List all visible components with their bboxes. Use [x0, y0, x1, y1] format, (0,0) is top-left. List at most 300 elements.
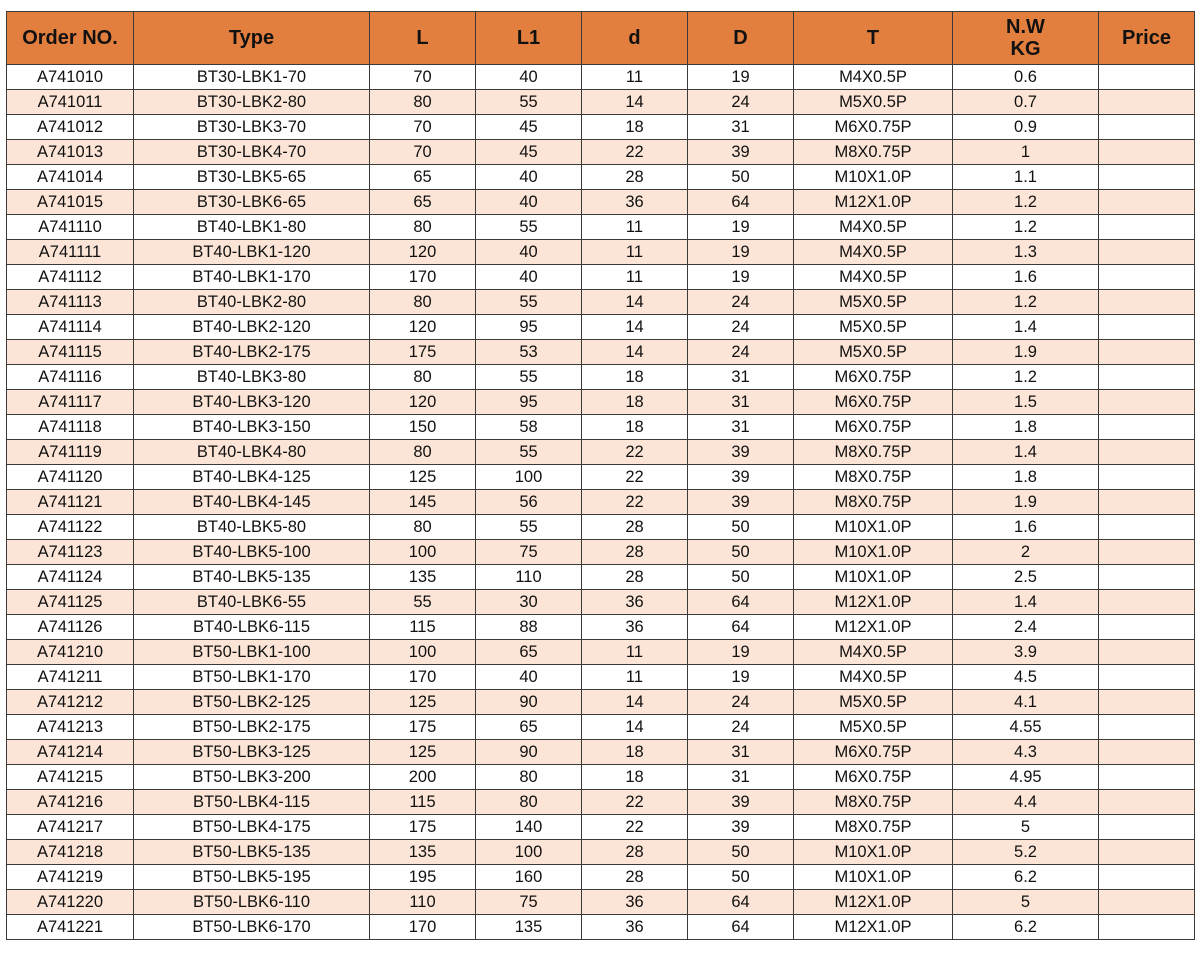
- l-cell: 120: [370, 240, 476, 265]
- l-cell: 170: [370, 665, 476, 690]
- price-cell: [1099, 65, 1195, 90]
- l1-cell: 40: [476, 165, 582, 190]
- l1-cell: 100: [476, 840, 582, 865]
- table-row: [7, 865, 1195, 890]
- type-cell: BT50-LBK4-115: [134, 790, 370, 815]
- price-cell: [1099, 165, 1195, 190]
- l1-cell: 55: [476, 365, 582, 390]
- price-cell: [1099, 640, 1195, 665]
- d-small-cell: 14: [582, 340, 688, 365]
- d-large-cell: 19: [688, 240, 794, 265]
- t-cell: M10X1.0P: [794, 515, 953, 540]
- order-no-cell: A741013: [7, 140, 134, 165]
- d-large-cell: 64: [688, 190, 794, 215]
- type-cell: BT40-LBK1-120: [134, 240, 370, 265]
- d-small-cell: 36: [582, 890, 688, 915]
- l1-cell: 75: [476, 890, 582, 915]
- type-cell: BT40-LBK4-125: [134, 465, 370, 490]
- order-no-cell: A741125: [7, 590, 134, 615]
- type-cell: BT30-LBK1-70: [134, 65, 370, 90]
- price-cell: [1099, 215, 1195, 240]
- t-cell: M6X0.75P: [794, 415, 953, 440]
- price-cell: [1099, 340, 1195, 365]
- net-weight-cell: 1.2: [953, 365, 1099, 390]
- d-large-cell: 31: [688, 415, 794, 440]
- l-cell: 55: [370, 590, 476, 615]
- table-row: [7, 340, 1195, 365]
- l-cell: 70: [370, 140, 476, 165]
- type-cell: BT40-LBK1-170: [134, 265, 370, 290]
- l-cell: 65: [370, 165, 476, 190]
- d-large-cell: 24: [688, 290, 794, 315]
- net-weight-cell: 6.2: [953, 865, 1099, 890]
- d-large-cell: 24: [688, 315, 794, 340]
- price-cell: [1099, 665, 1195, 690]
- l1-cell: 110: [476, 565, 582, 590]
- price-cell: [1099, 865, 1195, 890]
- price-cell: [1099, 140, 1195, 165]
- net-weight-cell: 1.9: [953, 490, 1099, 515]
- order-no-cell: A741015: [7, 190, 134, 215]
- price-cell: [1099, 240, 1195, 265]
- type-cell: BT40-LBK2-175: [134, 340, 370, 365]
- type-cell: BT50-LBK3-125: [134, 740, 370, 765]
- net-weight-cell: 1.4: [953, 440, 1099, 465]
- l1-cell: 65: [476, 715, 582, 740]
- net-weight-cell: 1.4: [953, 590, 1099, 615]
- net-weight-cell: 5.2: [953, 840, 1099, 865]
- l-cell: 200: [370, 765, 476, 790]
- l1-cell: 40: [476, 665, 582, 690]
- l-cell: 65: [370, 190, 476, 215]
- t-cell: M8X0.75P: [794, 140, 953, 165]
- d-large-cell: 39: [688, 465, 794, 490]
- price-cell: [1099, 715, 1195, 740]
- t-cell: M6X0.75P: [794, 115, 953, 140]
- price-cell: [1099, 490, 1195, 515]
- l1-cell: 40: [476, 240, 582, 265]
- d-large-cell: 31: [688, 765, 794, 790]
- l-cell: 175: [370, 715, 476, 740]
- d-large-cell: 31: [688, 740, 794, 765]
- l-cell: 100: [370, 640, 476, 665]
- t-cell: M5X0.5P: [794, 290, 953, 315]
- order-no-cell: A741220: [7, 890, 134, 915]
- d-small-cell: 14: [582, 290, 688, 315]
- price-cell: [1099, 515, 1195, 540]
- d-large-cell: 31: [688, 365, 794, 390]
- table-row: [7, 640, 1195, 665]
- order-no-cell: A741014: [7, 165, 134, 190]
- order-no-cell: A741114: [7, 315, 134, 340]
- l-cell: 125: [370, 690, 476, 715]
- d-small-cell: 14: [582, 715, 688, 740]
- table-row: [7, 490, 1195, 515]
- price-cell: [1099, 540, 1195, 565]
- t-cell: M4X0.5P: [794, 240, 953, 265]
- d-small-cell: 11: [582, 665, 688, 690]
- d-small-cell: 22: [582, 465, 688, 490]
- type-cell: BT50-LBK6-110: [134, 890, 370, 915]
- table-row: [7, 840, 1195, 865]
- d-large-cell: 39: [688, 490, 794, 515]
- d-small-cell: 28: [582, 515, 688, 540]
- price-cell: [1099, 465, 1195, 490]
- t-cell: M5X0.5P: [794, 690, 953, 715]
- table-row: [7, 365, 1195, 390]
- d-large-cell: 64: [688, 890, 794, 915]
- l1-cell: 135: [476, 915, 582, 940]
- t-cell: M10X1.0P: [794, 165, 953, 190]
- price-cell: [1099, 315, 1195, 340]
- type-cell: BT40-LBK3-80: [134, 365, 370, 390]
- order-no-cell: A741221: [7, 915, 134, 940]
- header-net-weight: [953, 12, 1099, 65]
- net-weight-cell: 5: [953, 815, 1099, 840]
- l1-cell: 40: [476, 65, 582, 90]
- t-cell: M5X0.5P: [794, 90, 953, 115]
- price-cell: [1099, 440, 1195, 465]
- type-cell: BT30-LBK6-65: [134, 190, 370, 215]
- d-small-cell: 18: [582, 390, 688, 415]
- d-small-cell: 28: [582, 565, 688, 590]
- d-small-cell: 18: [582, 740, 688, 765]
- table-body: [7, 65, 1195, 940]
- t-cell: M12X1.0P: [794, 615, 953, 640]
- table-row: [7, 190, 1195, 215]
- price-cell: [1099, 90, 1195, 115]
- header-t: T: [794, 12, 953, 65]
- table-row: [7, 540, 1195, 565]
- net-weight-cell: 1.2: [953, 215, 1099, 240]
- t-cell: M10X1.0P: [794, 540, 953, 565]
- order-no-cell: A741215: [7, 765, 134, 790]
- order-no-cell: A741115: [7, 340, 134, 365]
- type-cell: BT40-LBK2-120: [134, 315, 370, 340]
- table-row: [7, 815, 1195, 840]
- l-cell: 175: [370, 340, 476, 365]
- table-row: [7, 90, 1195, 115]
- type-cell: BT40-LBK5-100: [134, 540, 370, 565]
- t-cell: M4X0.5P: [794, 65, 953, 90]
- l1-cell: 55: [476, 290, 582, 315]
- table-row: [7, 890, 1195, 915]
- header-l1: L1: [476, 12, 582, 65]
- order-no-cell: A741219: [7, 865, 134, 890]
- l-cell: 150: [370, 415, 476, 440]
- l-cell: 110: [370, 890, 476, 915]
- table-row: [7, 790, 1195, 815]
- l1-cell: 55: [476, 215, 582, 240]
- type-cell: BT30-LBK5-65: [134, 165, 370, 190]
- t-cell: M6X0.75P: [794, 365, 953, 390]
- type-cell: BT50-LBK3-200: [134, 765, 370, 790]
- net-weight-cell: 1: [953, 140, 1099, 165]
- d-large-cell: 19: [688, 665, 794, 690]
- t-cell: M8X0.75P: [794, 790, 953, 815]
- l-cell: 135: [370, 840, 476, 865]
- l1-cell: 95: [476, 315, 582, 340]
- t-cell: M5X0.5P: [794, 315, 953, 340]
- price-cell: [1099, 890, 1195, 915]
- header-order-no: Order NO.: [7, 12, 134, 65]
- order-no-cell: A741117: [7, 390, 134, 415]
- d-small-cell: 11: [582, 265, 688, 290]
- header-price: Price: [1099, 12, 1195, 65]
- net-weight-cell: 1.2: [953, 190, 1099, 215]
- l-cell: 125: [370, 740, 476, 765]
- net-weight-cell: 4.55: [953, 715, 1099, 740]
- d-small-cell: 22: [582, 815, 688, 840]
- table-row: [7, 665, 1195, 690]
- net-weight-cell: 2.4: [953, 615, 1099, 640]
- d-large-cell: 64: [688, 615, 794, 640]
- l1-cell: 45: [476, 115, 582, 140]
- order-no-cell: A741120: [7, 465, 134, 490]
- d-large-cell: 19: [688, 215, 794, 240]
- net-weight-cell: 0.7: [953, 90, 1099, 115]
- l-cell: 125: [370, 465, 476, 490]
- type-cell: BT30-LBK4-70: [134, 140, 370, 165]
- l1-cell: 65: [476, 640, 582, 665]
- table-row: [7, 215, 1195, 240]
- d-small-cell: 14: [582, 90, 688, 115]
- d-large-cell: 31: [688, 115, 794, 140]
- net-weight-cell: 1.6: [953, 265, 1099, 290]
- l-cell: 135: [370, 565, 476, 590]
- net-weight-cell: 1.2: [953, 290, 1099, 315]
- l1-cell: 80: [476, 790, 582, 815]
- t-cell: M8X0.75P: [794, 490, 953, 515]
- l1-cell: 95: [476, 390, 582, 415]
- table-row: [7, 265, 1195, 290]
- l-cell: 115: [370, 615, 476, 640]
- l-cell: 70: [370, 65, 476, 90]
- d-large-cell: 39: [688, 440, 794, 465]
- l1-cell: 45: [476, 140, 582, 165]
- table-row: [7, 740, 1195, 765]
- type-cell: BT30-LBK3-70: [134, 115, 370, 140]
- d-small-cell: 22: [582, 440, 688, 465]
- type-cell: BT40-LBK5-80: [134, 515, 370, 540]
- order-no-cell: A741119: [7, 440, 134, 465]
- net-weight-cell: 1.1: [953, 165, 1099, 190]
- table-row: [7, 165, 1195, 190]
- t-cell: M12X1.0P: [794, 890, 953, 915]
- l-cell: 120: [370, 315, 476, 340]
- table-row: [7, 440, 1195, 465]
- price-cell: [1099, 690, 1195, 715]
- table-row: [7, 465, 1195, 490]
- order-no-cell: A741216: [7, 790, 134, 815]
- d-small-cell: 14: [582, 690, 688, 715]
- t-cell: M8X0.75P: [794, 465, 953, 490]
- l1-cell: 88: [476, 615, 582, 640]
- type-cell: BT40-LBK6-55: [134, 590, 370, 615]
- d-large-cell: 24: [688, 90, 794, 115]
- d-large-cell: 50: [688, 540, 794, 565]
- l-cell: 115: [370, 790, 476, 815]
- order-no-cell: A741218: [7, 840, 134, 865]
- l1-cell: 30: [476, 590, 582, 615]
- net-weight-cell: 4.5: [953, 665, 1099, 690]
- type-cell: BT50-LBK6-170: [134, 915, 370, 940]
- table-row: [7, 765, 1195, 790]
- net-weight-cell: 6.2: [953, 915, 1099, 940]
- l1-cell: 56: [476, 490, 582, 515]
- t-cell: M12X1.0P: [794, 590, 953, 615]
- net-weight-cell: 2: [953, 540, 1099, 565]
- d-large-cell: 24: [688, 715, 794, 740]
- l1-cell: 40: [476, 265, 582, 290]
- t-cell: M5X0.5P: [794, 340, 953, 365]
- l-cell: 170: [370, 915, 476, 940]
- price-cell: [1099, 765, 1195, 790]
- type-cell: BT40-LBK4-145: [134, 490, 370, 515]
- order-no-cell: A741113: [7, 290, 134, 315]
- d-small-cell: 18: [582, 415, 688, 440]
- net-weight-cell: 1.9: [953, 340, 1099, 365]
- t-cell: M5X0.5P: [794, 715, 953, 740]
- table-row: [7, 315, 1195, 340]
- d-small-cell: 36: [582, 615, 688, 640]
- d-large-cell: 50: [688, 515, 794, 540]
- type-cell: BT50-LBK5-135: [134, 840, 370, 865]
- spec-table: [6, 11, 1195, 940]
- net-weight-cell: 1.4: [953, 315, 1099, 340]
- l1-cell: 55: [476, 515, 582, 540]
- net-weight-cell: 2.5: [953, 565, 1099, 590]
- d-large-cell: 50: [688, 865, 794, 890]
- type-cell: BT40-LBK2-80: [134, 290, 370, 315]
- type-cell: BT30-LBK2-80: [134, 90, 370, 115]
- order-no-cell: A741122: [7, 515, 134, 540]
- d-small-cell: 18: [582, 115, 688, 140]
- price-cell: [1099, 390, 1195, 415]
- l-cell: 80: [370, 365, 476, 390]
- l1-cell: 140: [476, 815, 582, 840]
- price-cell: [1099, 840, 1195, 865]
- price-cell: [1099, 790, 1195, 815]
- t-cell: M6X0.75P: [794, 765, 953, 790]
- l-cell: 80: [370, 215, 476, 240]
- table-row: [7, 140, 1195, 165]
- d-small-cell: 14: [582, 315, 688, 340]
- d-small-cell: 36: [582, 190, 688, 215]
- type-cell: BT40-LBK6-115: [134, 615, 370, 640]
- order-no-cell: A741116: [7, 365, 134, 390]
- price-cell: [1099, 365, 1195, 390]
- order-no-cell: A741112: [7, 265, 134, 290]
- t-cell: M4X0.5P: [794, 265, 953, 290]
- table-row: [7, 390, 1195, 415]
- l-cell: 80: [370, 290, 476, 315]
- type-cell: BT50-LBK4-175: [134, 815, 370, 840]
- l-cell: 195: [370, 865, 476, 890]
- d-large-cell: 24: [688, 340, 794, 365]
- t-cell: M4X0.5P: [794, 215, 953, 240]
- order-no-cell: A741217: [7, 815, 134, 840]
- order-no-cell: A741110: [7, 215, 134, 240]
- t-cell: M6X0.75P: [794, 740, 953, 765]
- l-cell: 70: [370, 115, 476, 140]
- l1-cell: 90: [476, 690, 582, 715]
- table-row: [7, 65, 1195, 90]
- table-row: [7, 115, 1195, 140]
- type-cell: BT50-LBK5-195: [134, 865, 370, 890]
- d-large-cell: 39: [688, 815, 794, 840]
- order-no-cell: A741124: [7, 565, 134, 590]
- d-small-cell: 36: [582, 915, 688, 940]
- type-cell: BT40-LBK3-120: [134, 390, 370, 415]
- d-small-cell: 11: [582, 640, 688, 665]
- t-cell: M10X1.0P: [794, 565, 953, 590]
- type-cell: BT50-LBK2-175: [134, 715, 370, 740]
- l1-cell: 80: [476, 765, 582, 790]
- net-weight-cell: 4.3: [953, 740, 1099, 765]
- d-large-cell: 19: [688, 265, 794, 290]
- table-row: [7, 515, 1195, 540]
- order-no-cell: A741214: [7, 740, 134, 765]
- price-cell: [1099, 565, 1195, 590]
- d-large-cell: 50: [688, 840, 794, 865]
- table-row: [7, 615, 1195, 640]
- header-type: Type: [134, 12, 370, 65]
- table-row: [7, 690, 1195, 715]
- table-row: [7, 590, 1195, 615]
- l1-cell: 100: [476, 465, 582, 490]
- type-cell: BT50-LBK1-170: [134, 665, 370, 690]
- type-cell: BT40-LBK3-150: [134, 415, 370, 440]
- d-small-cell: 28: [582, 165, 688, 190]
- d-small-cell: 28: [582, 540, 688, 565]
- d-large-cell: 31: [688, 390, 794, 415]
- l1-cell: 55: [476, 440, 582, 465]
- net-weight-cell: 0.6: [953, 65, 1099, 90]
- price-cell: [1099, 590, 1195, 615]
- d-large-cell: 50: [688, 565, 794, 590]
- order-no-cell: A741011: [7, 90, 134, 115]
- header-d-small: d: [582, 12, 688, 65]
- net-weight-cell: 1.6: [953, 515, 1099, 540]
- d-small-cell: 28: [582, 840, 688, 865]
- net-weight-cell: 1.8: [953, 465, 1099, 490]
- order-no-cell: A741111: [7, 240, 134, 265]
- d-small-cell: 22: [582, 140, 688, 165]
- price-cell: [1099, 115, 1195, 140]
- d-large-cell: 64: [688, 915, 794, 940]
- l1-cell: 90: [476, 740, 582, 765]
- l-cell: 80: [370, 440, 476, 465]
- header-net-weight-line1: N.W: [1006, 16, 1045, 38]
- l-cell: 100: [370, 540, 476, 565]
- d-small-cell: 11: [582, 240, 688, 265]
- d-large-cell: 19: [688, 65, 794, 90]
- d-large-cell: 39: [688, 790, 794, 815]
- type-cell: BT40-LBK5-135: [134, 565, 370, 590]
- order-no-cell: A741212: [7, 690, 134, 715]
- t-cell: M8X0.75P: [794, 815, 953, 840]
- l1-cell: 40: [476, 190, 582, 215]
- price-cell: [1099, 615, 1195, 640]
- l1-cell: 58: [476, 415, 582, 440]
- table-row: [7, 415, 1195, 440]
- t-cell: M6X0.75P: [794, 390, 953, 415]
- d-small-cell: 22: [582, 490, 688, 515]
- net-weight-cell: 4.95: [953, 765, 1099, 790]
- l-cell: 80: [370, 90, 476, 115]
- d-large-cell: 19: [688, 640, 794, 665]
